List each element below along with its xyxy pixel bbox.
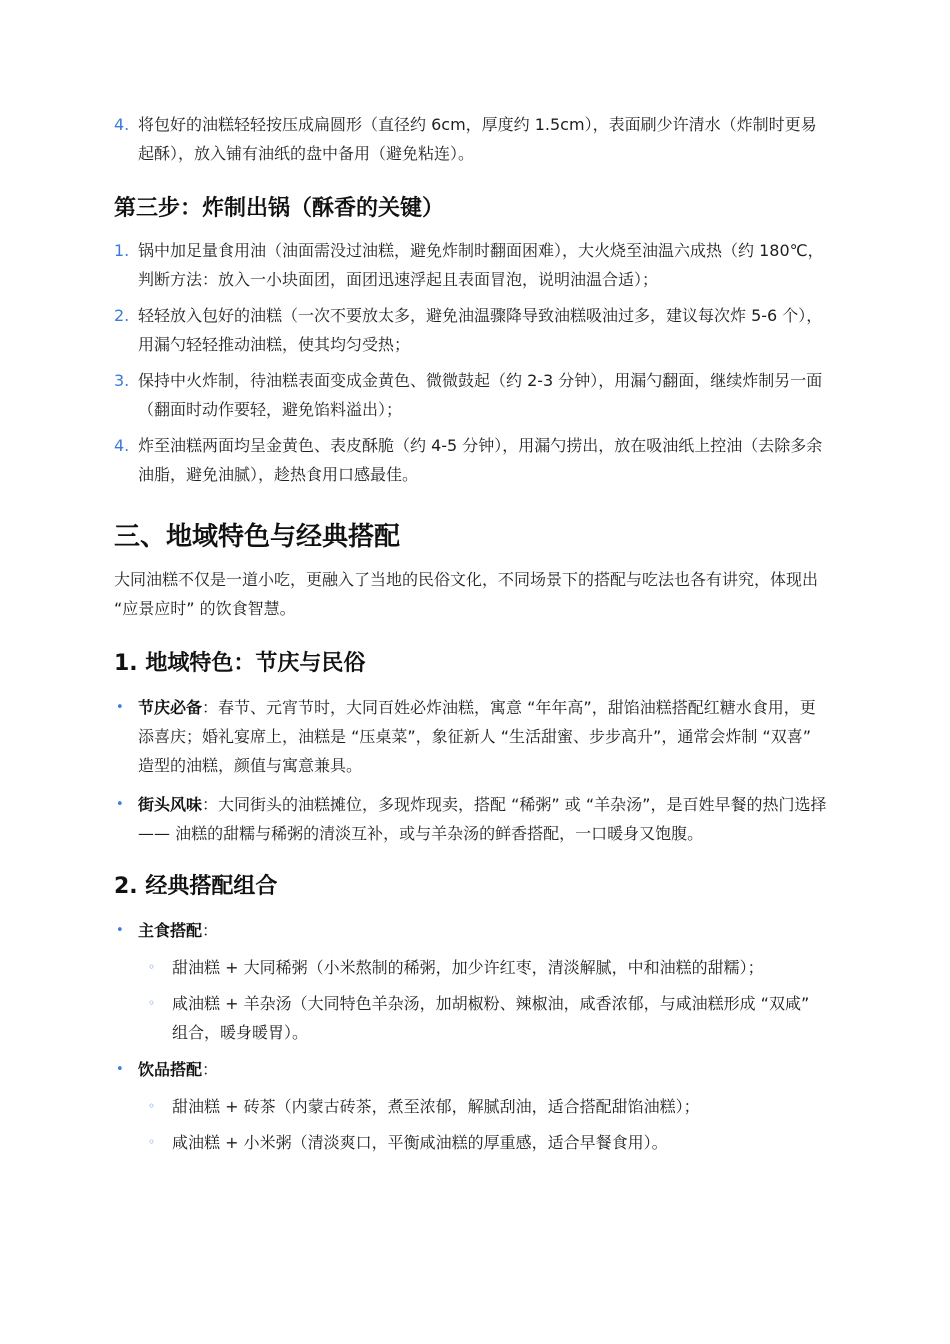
bullet-icon: • (116, 923, 124, 938)
item-label: 街头风味 (138, 795, 203, 814)
document-content (114, 110, 830, 1157)
label-separator: ： (202, 1060, 219, 1079)
list-item-text: 大同街头的油糕摊位，多现炸现卖，搭配 “稀粥” 或 “羊杂汤”，是百姓早餐的热门选择 —— 油糕的甜糯与稀粥的清淡互补，或与羊杂汤的鲜香搭配，一口暖身又饱腹。 (138, 795, 827, 843)
sub-bullet-icon: ◦ (148, 960, 156, 974)
item-label: 节庆必备 (138, 698, 203, 717)
pairing-sub-item (114, 1092, 830, 1121)
pairing-sub-item (114, 1128, 830, 1157)
list-number: 2. (114, 306, 130, 325)
pairing-group (114, 1055, 830, 1084)
list-number: 3. (114, 371, 130, 390)
label-separator: ： (202, 698, 219, 717)
sub-item-text: 甜油糕 + 大同稀粥（小米熬制的稀粥，加少许红枣，清淡解腻，中和油糕的甜糯）； (172, 958, 764, 977)
list-item-text: 将包好的油糕轻轻按压成扁圆形（直径约 6cm，厚度约 1.5cm），表面刷少许清水（炸制时更易起酥），放入铺有油纸的盘中备用（避免粘连）。 (138, 115, 817, 163)
sub-bullet-icon: ◦ (148, 1135, 156, 1149)
step3-list-item (114, 236, 830, 294)
label-separator: ： (202, 921, 219, 940)
sub-item-text: 甜油糕 + 砖茶（内蒙古砖茶，煮至浓郁，解腻刮油，适合搭配甜馅油糕）； (172, 1097, 700, 1116)
label-separator: ： (202, 795, 219, 814)
sub-item-text: 咸油糕 + 小米粥（清淡爽口，平衡咸油糕的厚重感，适合早餐食用）。 (172, 1133, 668, 1152)
regional-heading: 1. 地域特色：节庆与民俗 (114, 651, 366, 676)
step3-heading: 第三步：炸制出锅（酥香的关键） (114, 196, 445, 221)
sub-bullet-icon: ◦ (148, 1099, 156, 1113)
section3-intro: 大同油糕不仅是一道小吃，更融入了当地的民俗文化，不同场景下的搭配与吃法也各有讲究，体现出 “应景应时” 的饮食智慧。 (114, 570, 819, 618)
step2-list-item-4 (114, 110, 830, 168)
pairing-group (114, 916, 830, 945)
bullet-icon: • (116, 1062, 124, 1077)
pairing-sub-item (114, 953, 830, 982)
pairing-list (114, 916, 830, 1157)
sub-bullet-icon: ◦ (148, 996, 156, 1010)
section3-heading: 三、地域特色与经典搭配 (114, 522, 401, 552)
step3-list-item (114, 431, 830, 489)
list-item-text: 锅中加足量食用油（油面需没过油糕，避免炸制时翻面困难），大火烧至油温六成热（约 180℃，判断方法：放入一小块面团，面团迅速浮起且表面冒泡，说明油温合适）； (138, 241, 824, 289)
step3-list-item (114, 366, 830, 424)
list-number: 4. (114, 436, 130, 455)
group-label: 饮品搭配 (138, 1060, 203, 1079)
regional-list-item (114, 790, 830, 848)
list-item-text: 炸至油糕两面均呈金黄色、表皮酥脆（约 4-5 分钟），用漏勺捞出，放在吸油纸上控油（去除多余油脂，避免油腻），趁热食用口感最佳。 (138, 436, 823, 484)
list-number: 4. (114, 115, 130, 134)
list-item-text: 春节、元宵节时，大同百姓必炸油糕，寓意 “年年高”，甜馅油糕搭配红糖水食用，更添喜庆；婚礼宴席上，油糕是 “压桌菜”，象征新人 “生活甜蜜、步步高升”，通常会炸制 “双喜” 造型的油糕，颜值与寓意兼具。 (138, 698, 816, 775)
step3-list (114, 236, 830, 489)
step3-list-item (114, 301, 830, 359)
list-number: 1. (114, 241, 130, 260)
bullet-icon: • (116, 700, 124, 715)
sub-item-text: 咸油糕 + 羊杂汤（大同特色羊杂汤，加胡椒粉、辣椒油，咸香浓郁，与咸油糕形成 “双咸” 组合，暖身暖胃）。 (172, 994, 810, 1042)
group-label: 主食搭配 (138, 921, 203, 940)
regional-list (114, 693, 830, 848)
pairing-sub-item (114, 989, 830, 1047)
regional-list-item (114, 693, 830, 780)
bullet-icon: • (116, 797, 124, 812)
list-item-text: 保持中火炸制，待油糕表面变成金黄色、微微鼓起（约 2-3 分钟），用漏勺翻面，继续炸制另一面（翻面时动作要轻，避免馅料溢出）； (138, 371, 823, 419)
list-item-text: 轻轻放入包好的油糕（一次不要放太多，避免油温骤降导致油糕吸油过多，建议每次炸 5-6 个），用漏勺轻轻推动油糕，使其均匀受热； (138, 306, 823, 354)
pairing-heading: 2. 经典搭配组合 (114, 874, 278, 899)
